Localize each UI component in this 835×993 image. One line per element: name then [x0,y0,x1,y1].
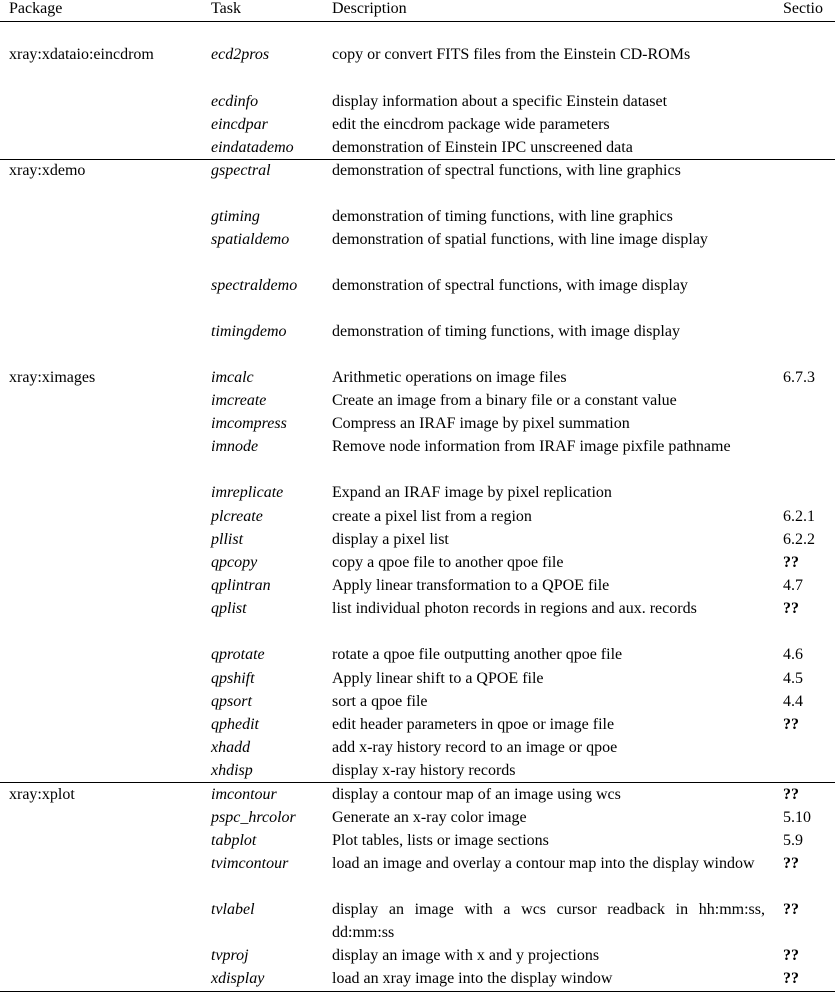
section-ref: ?? [783,947,799,964]
task-description: copy or convert FITS files from the Einstein CD-ROMs [332,46,691,63]
task-name: imcreate [211,392,267,409]
task-description: Expand an IRAF image by pixel replication [332,484,612,501]
task-description: Generate an x-ray color image [332,809,527,826]
task-name: imcalc [211,369,254,386]
task-name: tvlabel [211,901,255,918]
task-description: demonstration of spatial functions, with line image display [332,231,708,248]
section-ref: 6.7.3 [783,369,815,386]
task-name: eincdpar [211,116,268,133]
task-name: qpcopy [211,554,258,571]
task-name: timingdemo [211,323,287,340]
task-description: Compress an IRAF image by pixel summation [332,415,630,432]
task-description: display an image with a wcs cursor readback in hh:mm:ss, dd:mm:ss [332,901,765,941]
task-description: edit header parameters in qpoe or image file [332,716,615,733]
task-name: qprotate [211,646,265,663]
task-description: Apply linear shift to a QPOE file [332,670,544,687]
task-description: sort a qpoe file [332,693,428,710]
section-ref: 4.4 [783,693,803,710]
section-ref: 4.6 [783,646,803,663]
section-ref: 6.2.2 [783,531,815,548]
task-description: add x-ray history record to an image or qpoe [332,739,618,756]
task-description: display a pixel list [332,531,449,548]
task-description: display a contour map of an image using wcs [332,786,621,803]
task-name: pspc_hrcolor [211,809,296,826]
task-name: xhdisp [211,762,253,779]
task-name: qplist [211,600,247,617]
task-name: spectraldemo [211,277,298,294]
section-ref: 6.2.1 [783,508,815,525]
section-ref: ?? [783,554,799,571]
section-ref: 4.5 [783,670,803,687]
task-name: gtiming [211,208,260,225]
task-description: demonstration of spectral functions, with line graphics [332,162,681,179]
task-description: rotate a qpoe file outputting another qpoe file [332,646,623,663]
task-description: load an xray image into the display window [332,970,613,987]
task-name: imnode [211,438,259,455]
task-name: tvimcontour [211,855,289,872]
header-task: Task [211,0,241,17]
task-description: list individual photon records in regions and aux. records [332,600,697,617]
task-description: create a pixel list from a region [332,508,532,525]
task-name: pllist [211,531,244,548]
package-name: xray:ximages [9,369,96,386]
task-description: edit the eincdrom package wide parameters [332,116,610,133]
task-description: demonstration of Einstein IPC unscreened data [332,139,633,156]
section-ref: ?? [783,716,799,733]
task-name: ecdinfo [211,93,259,110]
package-name: xray:xdemo [9,162,86,179]
header-section: Sectio [783,0,823,17]
header-rule [0,21,835,22]
header-description: Description [332,0,407,17]
task-name: imcompress [211,415,287,432]
section-ref: 5.10 [783,809,811,826]
task-name: qplintran [211,577,271,594]
task-name: tvproj [211,947,249,964]
task-description: demonstration of timing functions, with line graphics [332,208,673,225]
task-name: xdisplay [211,970,265,987]
task-name: qpsort [211,693,252,710]
task-description: load an image and overlay a contour map into the display window [332,855,755,872]
task-name: xhadd [211,739,251,756]
task-name: qpshift [211,670,255,687]
task-name: ecd2pros [211,46,270,63]
header-package: Package [9,0,63,17]
task-name: imcontour [211,786,277,803]
task-description: display an image with x and y projections [332,947,600,964]
section-ref: ?? [783,786,799,803]
task-name: eindatademo [211,139,294,156]
task-description: Create an image from a binary file or a constant value [332,392,677,409]
task-description: Plot tables, lists or image sections [332,832,549,849]
section-ref: ?? [783,855,799,872]
section-ref: ?? [783,600,799,617]
task-description: demonstration of spectral functions, with image display [332,277,688,294]
package-name: xray:xdataio:eincdrom [9,46,154,63]
task-name: imreplicate [211,484,284,501]
section-ref: 4.7 [783,577,803,594]
task-name: gspectral [211,162,271,179]
task-name: tabplot [211,832,257,849]
task-name: plcreate [211,508,263,525]
table-bottom-rule [0,991,835,992]
task-description: Remove node information from IRAF image pixfile pathname [332,438,731,455]
task-description: display information about a specific Einstein dataset [332,93,668,110]
task-name: qphedit [211,716,259,733]
task-description: display x-ray history records [332,762,516,779]
package-name: xray:xplot [9,786,75,803]
task-description: demonstration of timing functions, with image display [332,323,680,340]
section-ref: ?? [783,970,799,987]
section-ref: ?? [783,901,799,918]
section-ref: 5.9 [783,832,803,849]
task-name: spatialdemo [211,231,290,248]
task-description: copy a qpoe file to another qpoe file [332,554,564,571]
task-description: Arithmetic operations on image files [332,369,567,386]
task-description: Apply linear transformation to a QPOE file [332,577,610,594]
